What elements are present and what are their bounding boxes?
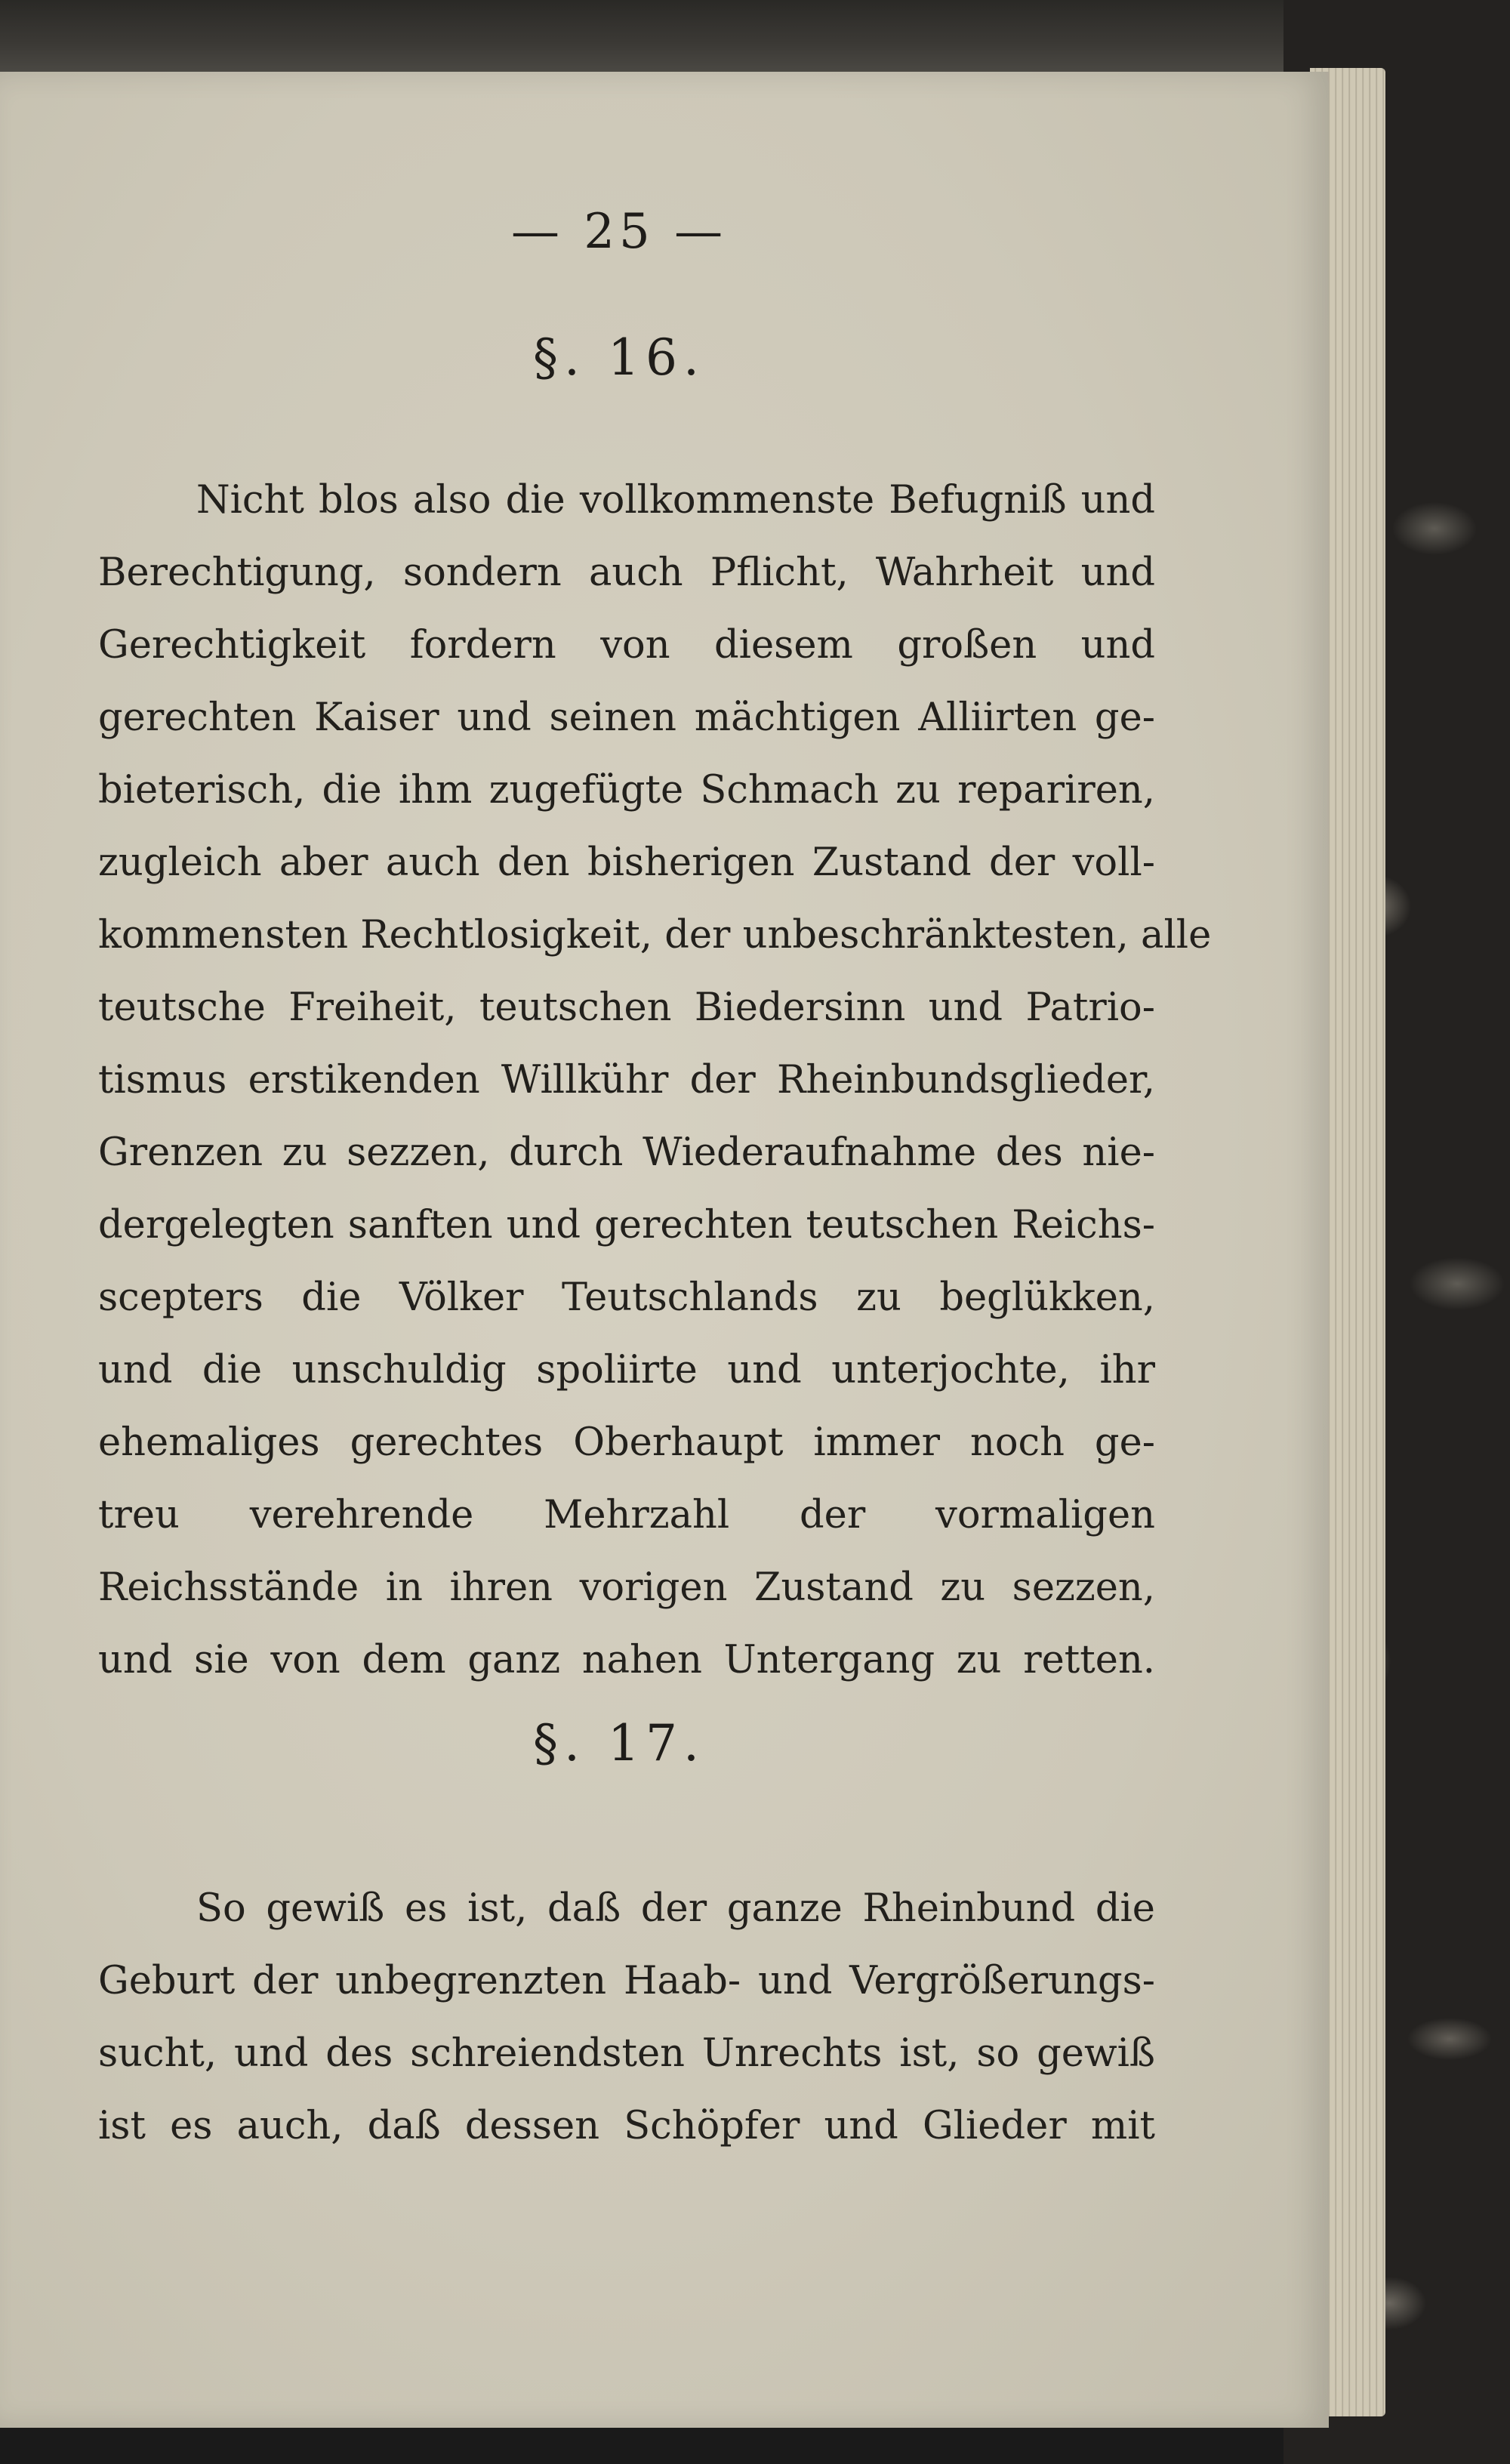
book-page — [0, 72, 1329, 2428]
text-line: gerechten Kaiser und seinen mächtigen Alliirten ge- — [98, 695, 1155, 740]
text-line: Reichsstände in ihren vorigen Zustand zu sezzen, — [98, 1565, 1155, 1610]
text-line: dergelegten sanften und gerechten teutschen Reichs- — [98, 1203, 1155, 1247]
section-17-paragraph — [98, 1873, 1155, 2163]
section-heading-16: §. 16. — [533, 328, 705, 387]
text-line: Grenzen zu sezzen, durch Wiederaufnahme des nie- — [98, 1130, 1155, 1175]
page-number: — 25 — — [510, 204, 728, 260]
section-16-paragraph — [98, 464, 1212, 1697]
text-line: kommensten Rechtlosigkeit, der unbeschränktesten, alle — [98, 913, 1212, 958]
text-line: sucht, und des schreiendsten Unrechts ist, so gewiß — [98, 2031, 1155, 2076]
text-line: bieterisch, die ihm zugefügte Schmach zu repariren, — [98, 768, 1155, 813]
section-heading-17: §. 17. — [533, 1714, 705, 1772]
text-line: Geburt der unbegrenzten Haab- und Vergrößerungs- — [98, 1959, 1155, 2003]
text-line: So gewiß es ist, daß der ganze Rheinbund die — [196, 1886, 1155, 1931]
text-line: Berechtigung, sondern auch Pflicht, Wahrheit und — [98, 550, 1155, 595]
text-line: ehemaliges gerechtes Oberhaupt immer noch ge- — [98, 1420, 1155, 1465]
text-line: Nicht blos also die vollkommenste Befugniß und — [196, 478, 1155, 523]
text-line: treu verehrende Mehrzahl der vormaligen — [98, 1493, 1155, 1537]
text-line: teutsche Freiheit, teutschen Biedersinn und Patrio- — [98, 985, 1155, 1030]
text-line: und die unschuldig spoliirte und unterjochte, ihr — [98, 1348, 1155, 1392]
text-line: Gerechtigkeit fordern von diesem großen und — [98, 623, 1155, 668]
text-line: tismus erstikenden Willkühr der Rheinbundsglieder, — [98, 1058, 1155, 1102]
text-line: zugleich aber auch den bisherigen Zustand der voll- — [98, 840, 1155, 885]
text-line: scepters die Völker Teutschlands zu beglükken, — [98, 1275, 1155, 1320]
text-line: ist es auch, daß dessen Schöpfer und Glieder mit — [98, 2104, 1155, 2148]
text-line: und sie von dem ganz nahen Untergang zu retten. — [98, 1638, 1155, 1682]
